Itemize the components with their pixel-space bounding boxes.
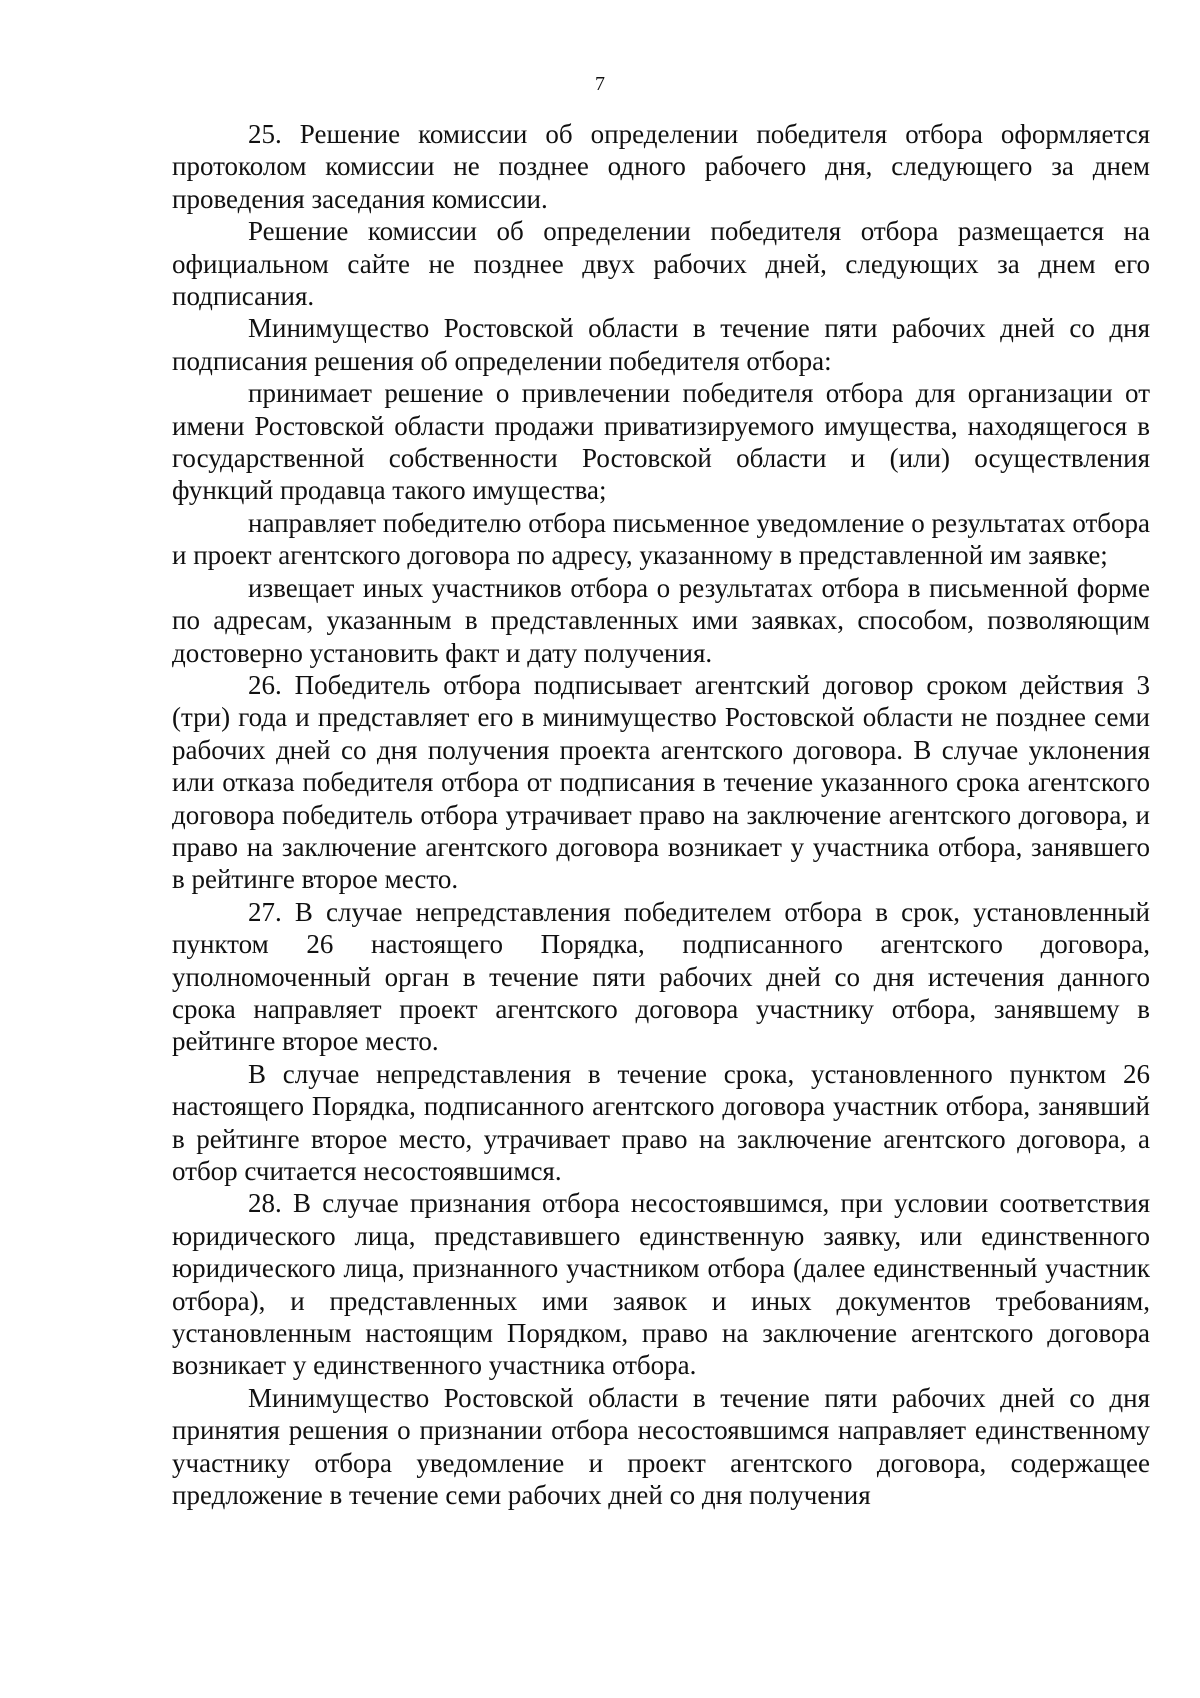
paragraph-27: 27. В случае непредставления победителем отбора в срок, установленный пунктом 26 настоящего Порядка, подписанного агентского договора, уполномоченный орган в течение пяти рабочих дней со дня истечения данного срока направляет проект агентского договора участнику отбора, занявшему в рейтинге второе место.: [172, 896, 1150, 1057]
paragraph-25-notification: направляет победителю отбора письменное уведомление о результатах отбора и проект агентского договора по адресу, указанному в представленной им заявке;: [172, 507, 1150, 571]
paragraph-27-second-place: В случае непредставления в течение срока, установленного пунктом 26 настоящего Порядка, подписанного агентского договора участник отбора, занявший в рейтинге второе место, утрачивает право на заключение агентского договора, а отбор считается несостоявшимся.: [172, 1058, 1150, 1186]
paragraph-25-ministry-actions: Минимущество Ростовской области в течение пяти рабочих дней со дня подписания решения об определении победителя отбора:: [172, 313, 1150, 376]
paragraph-26: 26. Победитель отбора подписывает агентский договор сроком действия 3 (три) года и представляет его в минимущество Ростовской области не позднее семи рабочих дней со дня получения проекта агентского договора. В случае уклонения или отказа победителя отбора от подписания в течение указанного срока агентского договора победитель отбора утрачивает право на заключение агентского договора, и право на заключение агентского договора возникает у участника отбора, занявшего в рейтинге второе место.: [172, 669, 1150, 895]
paragraph-25: 25. Решение комиссии об определении победителя отбора оформляется протоколом комиссии не позднее одного рабочего дня, следующего за днем проведения заседания комиссии.: [172, 119, 1150, 214]
paragraph-28: 28. В случае признания отбора несостоявшимся, при условии соответствия юридического лица, представившего единственную заявку, или единственного юридического лица, признанного участником отбора (далее единственный участник отбора), и представленных ими заявок и иных документов требованиям, установленным настоящим Порядком, право на заключение агентского договора возникает у единственного участника отбора.: [172, 1188, 1150, 1381]
paragraph-25-other-participants: извещает иных участников отбора о результатах отбора в письменной форме по адресам, указанным в представленных ими заявках, способом, позволяющим достоверно установить факт и дату получения.: [172, 572, 1150, 668]
document-body: [172, 118, 1150, 1511]
page-number: 7: [595, 73, 605, 95]
paragraph-25-decision: принимает решение о привлечении победителя отбора для организации от имени Ростовской области продажи приватизируемого имущества, находящегося в государственной собственности Ростовской области и (или) осуществления функций продавца такого имущества;: [172, 378, 1150, 506]
paragraph-25-publication: Решение комиссии об определении победителя отбора размещается на официальном сайте не позднее двух рабочих дней, следующих за днем его подписания.: [172, 216, 1150, 312]
paragraph-28-ministry-notice: Минимущество Ростовской области в течение пяти рабочих дней со дня принятия решения о признании отбора несостоявшимся направляет единственному участнику отбора уведомление и проект агентского договора, содержащее предложение в течение семи рабочих дней со дня получения: [172, 1382, 1150, 1511]
